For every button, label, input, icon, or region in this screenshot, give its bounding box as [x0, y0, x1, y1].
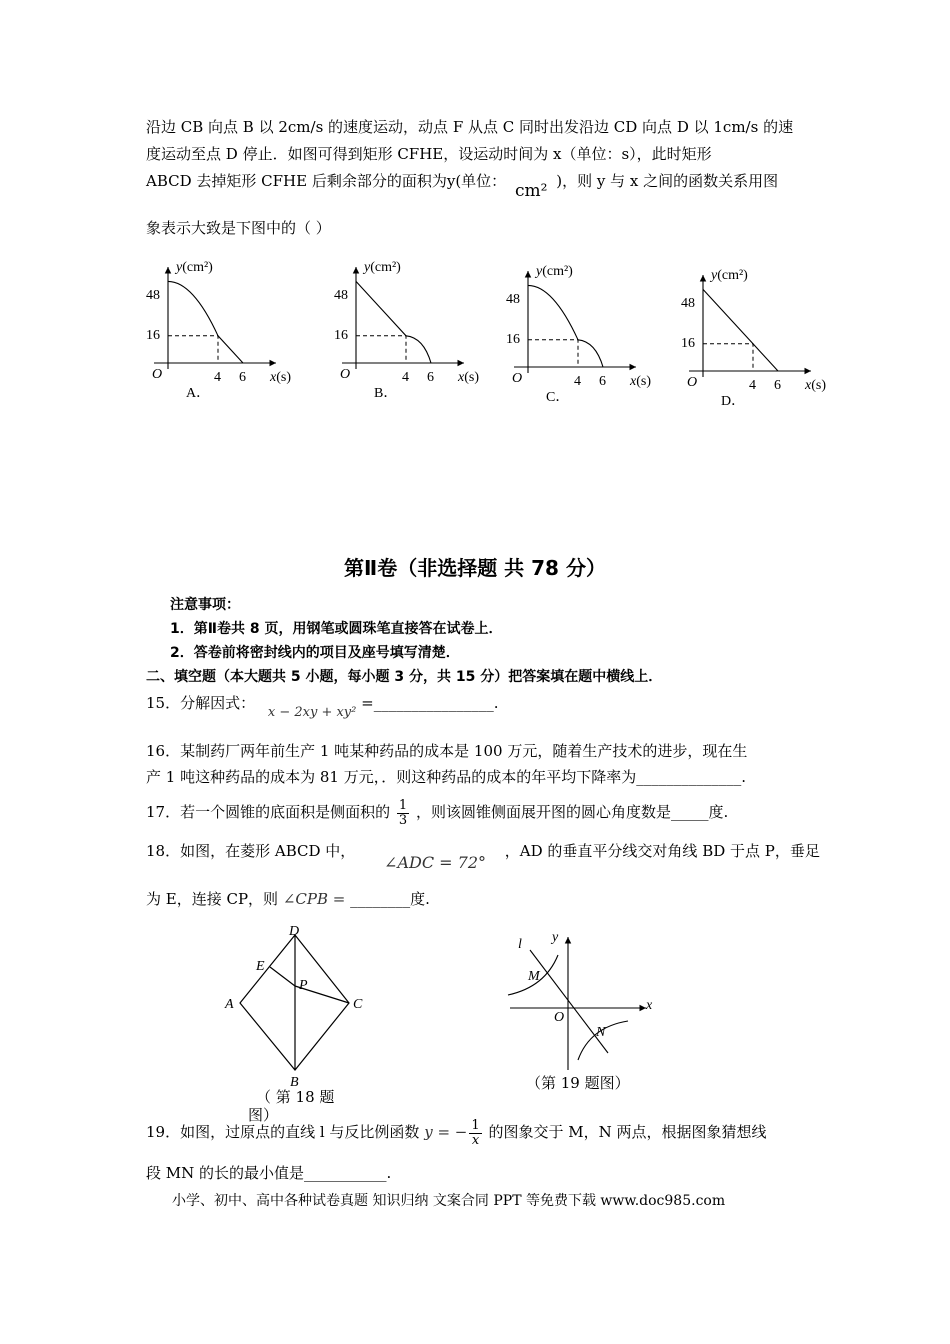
- label-P: P: [299, 978, 308, 993]
- graph-c-tick-4: 4: [574, 374, 581, 389]
- notice-1: 1．第Ⅱ卷共 8 页，用钢笔或圆珠笔直接答在试卷上．: [170, 621, 503, 637]
- q15: [146, 694, 499, 720]
- q18-angle2: ∠CPB =: [282, 890, 346, 908]
- q19-line1: [146, 1112, 766, 1152]
- q14-line1: 沿边 CB 向点 B 以 2cm/s 的速度运动，动点 F 从点 C 同时出发沿边 CD 向点 D 以 1cm/s 的速: [146, 118, 794, 136]
- q17-a: 17．若一个圆锥的底面积是侧面积的: [146, 803, 391, 821]
- graph-d-tick-48: 48: [681, 296, 695, 311]
- q19-func: y = −: [424, 1123, 468, 1141]
- q14-line2: 度运动至点 D 停止．如图可得到矩形 CFHE，设运动时间为 x（单位：s），此时矩形: [146, 145, 712, 163]
- graph-c-origin: O: [512, 371, 523, 386]
- graph-a-option-label: A．: [186, 386, 211, 401]
- graph-c-tick-16: 16: [506, 332, 520, 347]
- q17: [146, 796, 728, 828]
- graph-b-option-label: B．: [374, 386, 398, 401]
- q15-tail: =________________.: [361, 694, 499, 712]
- label-O: O: [554, 1010, 565, 1025]
- q17-den: 3: [398, 812, 408, 828]
- q14-line3a: ABCD 去掉矩形 CFHE 后剩余部分的面积为y(单位：: [146, 172, 507, 190]
- graph-c-xlabel: x(s): [630, 374, 651, 389]
- graph-b-ylabel: y(cm²): [364, 260, 401, 275]
- graph-c-dashed-guide: [528, 340, 578, 367]
- graph-d-ylabel: y(cm²): [711, 268, 748, 283]
- graph-a-origin: O: [152, 367, 163, 382]
- graph-c-curve: [528, 285, 603, 367]
- graph-d-option-label: D．: [721, 394, 746, 409]
- q14-line3: [146, 172, 779, 201]
- q19-fraction: [469, 1119, 481, 1148]
- graph-d-xlabel: x(s): [805, 378, 826, 393]
- q14-line4: 象表示大致是下图中的（ ）: [146, 219, 331, 237]
- graph-c-tick-6: 6: [599, 374, 606, 389]
- label-B: B: [290, 1075, 299, 1090]
- fig18-caption2: 图）: [248, 1106, 279, 1124]
- label-D: D: [289, 924, 300, 939]
- q17-b: ，则该圆锥侧面展开图的圆心角度数是_____度.: [415, 803, 729, 821]
- q14-line3b: )，则 y 与 x 之间的函数关系用图: [556, 172, 779, 190]
- q18-line2b: ________度.: [350, 890, 430, 908]
- q18-line2a: 为 E，连接 CP，则: [146, 890, 279, 908]
- graph-b-tick-4: 4: [402, 370, 409, 385]
- graph-b-xlabel: x(s): [458, 370, 479, 385]
- graph-a-tick-16: 16: [146, 328, 160, 343]
- label-A: A: [225, 997, 234, 1012]
- graph-c-option-label: C．: [546, 390, 570, 405]
- fig19-caption: （第 19 题图）: [526, 1074, 630, 1092]
- notice-2: 2．答卷前将密封线内的项目及座号填写清楚．: [170, 645, 460, 661]
- label-x: x: [646, 998, 653, 1013]
- fig19-graph: [500, 925, 670, 1075]
- fig18-caption1: （ 第 18 题: [256, 1088, 335, 1106]
- graph-c-ylabel: y(cm²): [536, 264, 573, 279]
- graph-b-tick-16: 16: [334, 328, 348, 343]
- label-l: l: [518, 937, 522, 952]
- q18-b: ，AD 的垂直平分线交对角线 BD 于点 P，垂足: [504, 842, 820, 860]
- perp-bisector-ep: [270, 967, 295, 986]
- graph-b-origin: O: [340, 367, 351, 382]
- graph-a-dashed-guide: [168, 336, 218, 363]
- graph-b-tick-48: 48: [334, 288, 348, 303]
- q18-line1: [146, 842, 820, 872]
- footer: 小学、初中、高中各种试卷真题 知识归纳 文案合同 PPT 等免费下载 www.doc985.com: [172, 1193, 726, 1209]
- graph-d-curve: [703, 289, 778, 371]
- graph-a-xlabel: x(s): [270, 370, 291, 385]
- graph-d-origin: O: [687, 375, 698, 390]
- q17-fraction: [397, 799, 409, 828]
- q18-a: 18．如图，在菱形 ABCD 中，: [146, 842, 356, 860]
- label-E: E: [256, 959, 265, 974]
- graph-d-tick-16: 16: [681, 336, 695, 351]
- q14-unit: cm²: [514, 181, 548, 201]
- label-C: C: [353, 997, 363, 1012]
- notice-title: 注意事项：: [170, 597, 240, 613]
- fig18-rhombus: [210, 920, 380, 1090]
- q19-line2: 段 MN 的长的最小值是___________.: [146, 1164, 392, 1182]
- q19-den: x: [471, 1132, 480, 1148]
- label-y: y: [552, 930, 559, 945]
- graph-a-tick-4: 4: [214, 370, 221, 385]
- q18-line2: [146, 890, 430, 908]
- q15-text: 15．分解因式：: [146, 694, 256, 712]
- q16-line1: 16．某制药厂两年前生产 1 吨某种药品的成本是 100 万元，随着生产技术的进步，现在生: [146, 742, 748, 760]
- q16-line2: 产 1 吨这种药品的成本为 81 万元，．则这种药品的成本的年平均下降率为______________.: [146, 768, 746, 786]
- graph-a-tick-48: 48: [146, 288, 160, 303]
- q17-num: 1: [398, 797, 408, 813]
- q19-num: 1: [471, 1117, 480, 1133]
- q19-b: 的图象交于 M，N 两点，根据图象猜想线: [488, 1123, 767, 1141]
- graph-d-tick-6: 6: [774, 378, 781, 393]
- graph-b-tick-6: 6: [427, 370, 434, 385]
- part2-title: 二、填空题（本大题共 5 小题，每小题 3 分，共 15 分）把答案填在题中横线上．: [146, 669, 663, 685]
- label-N: N: [596, 1025, 606, 1040]
- label-M: M: [528, 969, 540, 984]
- q19-a: 19．如图，过原点的直线 l 与反比例函数: [146, 1123, 420, 1141]
- graph-b-dashed-guide: [356, 336, 406, 363]
- section2-title: 第Ⅱ卷（非选择题 共 78 分）: [344, 556, 606, 580]
- graph-d-dashed-guide: [703, 344, 753, 371]
- graph-c-tick-48: 48: [506, 292, 520, 307]
- answer-graphs: [140, 255, 840, 415]
- graph-a-tick-6: 6: [239, 370, 246, 385]
- graph-b-curve: [356, 281, 431, 363]
- graph-a-ylabel: y(cm²): [176, 260, 213, 275]
- graph-a-curve: [168, 281, 243, 363]
- graph-d-tick-4: 4: [749, 378, 756, 393]
- q15-expr: x − 2xy + xy²: [267, 705, 357, 720]
- q18-angle: ∠ADC = 72°: [384, 853, 487, 872]
